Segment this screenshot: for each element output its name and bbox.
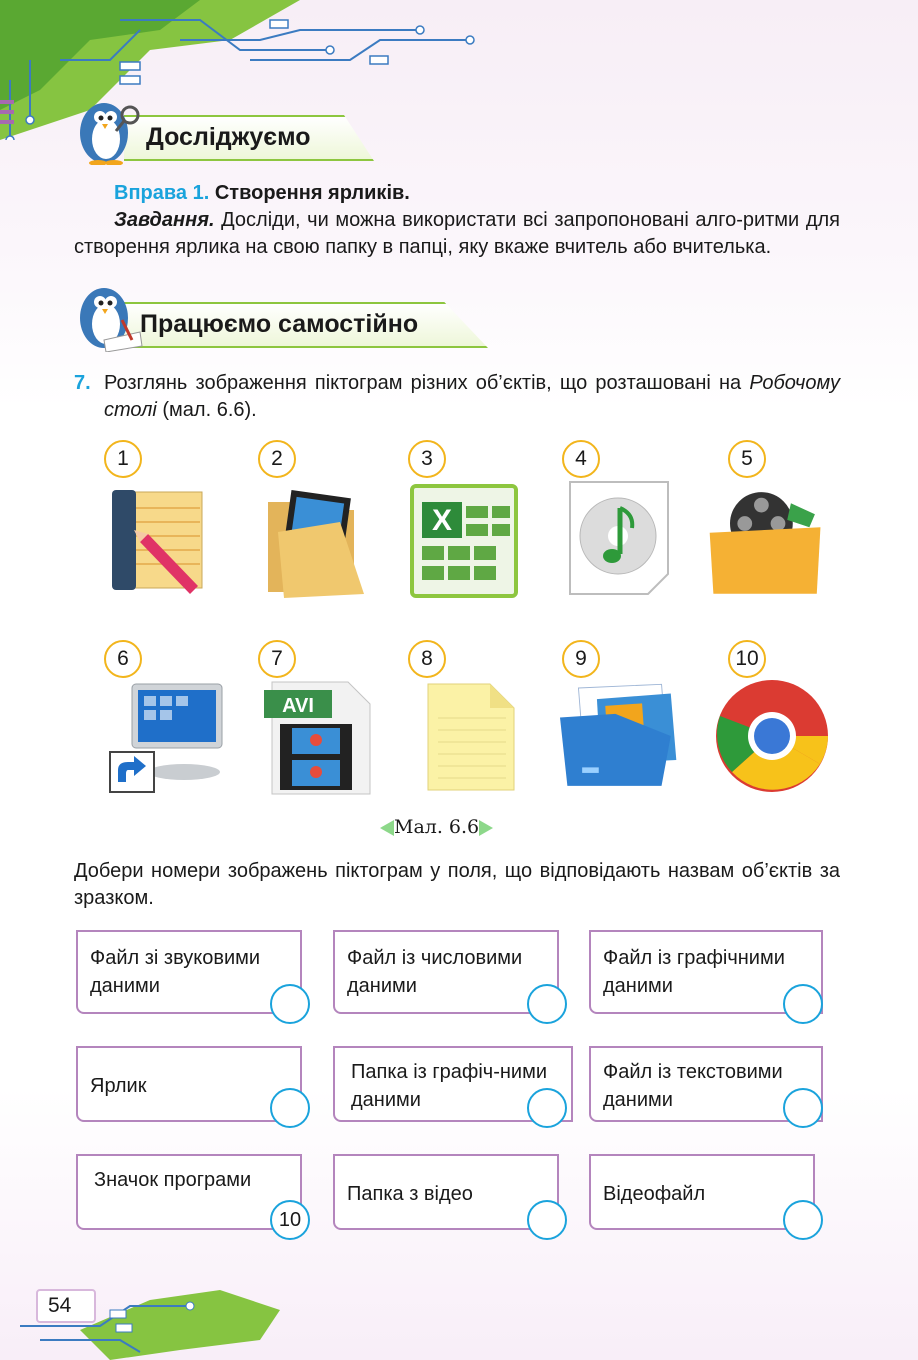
card-label: Папка з відео [347,1183,473,1205]
question-text-italic: Робочому столі [104,372,840,421]
card-label: Папка із графіч-ними даними [351,1061,548,1111]
question-text [104,370,840,424]
card-label: Файл із числовими даними [347,947,523,997]
figure-caption [380,816,493,838]
task-paragraph [74,207,840,261]
match-card-numeric [333,930,559,1014]
page-number: 54 [36,1289,96,1323]
icon-number-10: 10 [728,640,766,678]
text-file-icon [414,678,534,798]
exercise-title: Створення ярликів. [214,182,410,204]
question-7 [74,370,840,424]
caption-arrow-right-icon [479,820,493,836]
card-label: Файл із текстовими даними [603,1061,783,1111]
card-label: Файл із графічними даними [603,947,785,997]
figure-caption-text: Мал. 6.6 [394,816,480,838]
card-label: Файл зі звуковими даними [90,947,261,997]
icon-number-5: 5 [728,440,766,478]
section-header-explore [74,115,374,161]
answer-field-shortcut[interactable] [270,1088,310,1128]
audio-file-icon [562,478,682,598]
answer-field-picture-folder[interactable] [527,1088,567,1128]
answer-field-text-file[interactable] [783,1088,823,1128]
section-header-independent [74,302,488,348]
icon-number-6: 6 [104,640,142,678]
penguin-writing-icon [74,280,144,352]
svg-text:X: X [431,504,453,537]
section-title: Працюємо самостійно [140,310,419,338]
avi-file-icon [258,678,378,798]
match-card-video-file [589,1154,815,1230]
exercise-label: Вправа 1. [114,182,210,204]
answer-field-video-folder[interactable] [527,1200,567,1240]
match-card-audio [76,930,302,1014]
excel-icon [404,482,524,602]
answer-field-video-file[interactable] [783,1200,823,1240]
card-label: Ярлик [90,1075,147,1097]
chrome-icon [712,676,832,796]
video-folder-icon [706,482,826,602]
question-text-part: (мал. 6.6). [156,399,257,421]
task-label: Завдання. [114,209,215,231]
instruction-text: Добери номери зображень піктограм у поля, що відповідають назвам об’єктів за зразком. [74,860,840,909]
computer-shortcut-icon [104,676,224,796]
caption-arrow-left-icon [380,820,394,836]
task-text: Досліди, чи можна використати всі запропоновані алго-ритми для створення ярлика на свою папку в папці, яку вкаже вчитель або вчителька. [74,209,840,258]
card-label: Відеофайл [603,1183,706,1205]
svg-text:AVI: AVI [282,695,314,717]
icon-number-9: 9 [562,640,600,678]
icon-number-4: 4 [562,440,600,478]
answer-field-audio[interactable] [270,984,310,1024]
answer-field-numeric[interactable] [527,984,567,1024]
answer-field-program-icon[interactable]: 10 [270,1200,310,1240]
question-number: 7. [74,372,91,394]
notebook-pencil-icon [100,482,220,602]
match-card-shortcut [76,1046,302,1122]
icon-number-1: 1 [104,440,142,478]
penguin-magnifier-icon [74,93,144,165]
blue-folder-icon [560,676,680,796]
match-card-video-folder [333,1154,559,1230]
picture-folder-icon [254,482,374,602]
icon-number-3: 3 [408,440,446,478]
icon-number-8: 8 [408,640,446,678]
match-card-program-icon [76,1154,302,1230]
icon-number-2: 2 [258,440,296,478]
card-label: Значок програми [94,1169,252,1191]
section-title: Досліджуємо [146,123,311,151]
exercise-heading [114,180,844,207]
icon-number-7: 7 [258,640,296,678]
question-text-part: Розглянь зображення піктограм різних об’єктів, що розташовані на [104,372,750,394]
answer-field-graphic-file[interactable] [783,984,823,1024]
